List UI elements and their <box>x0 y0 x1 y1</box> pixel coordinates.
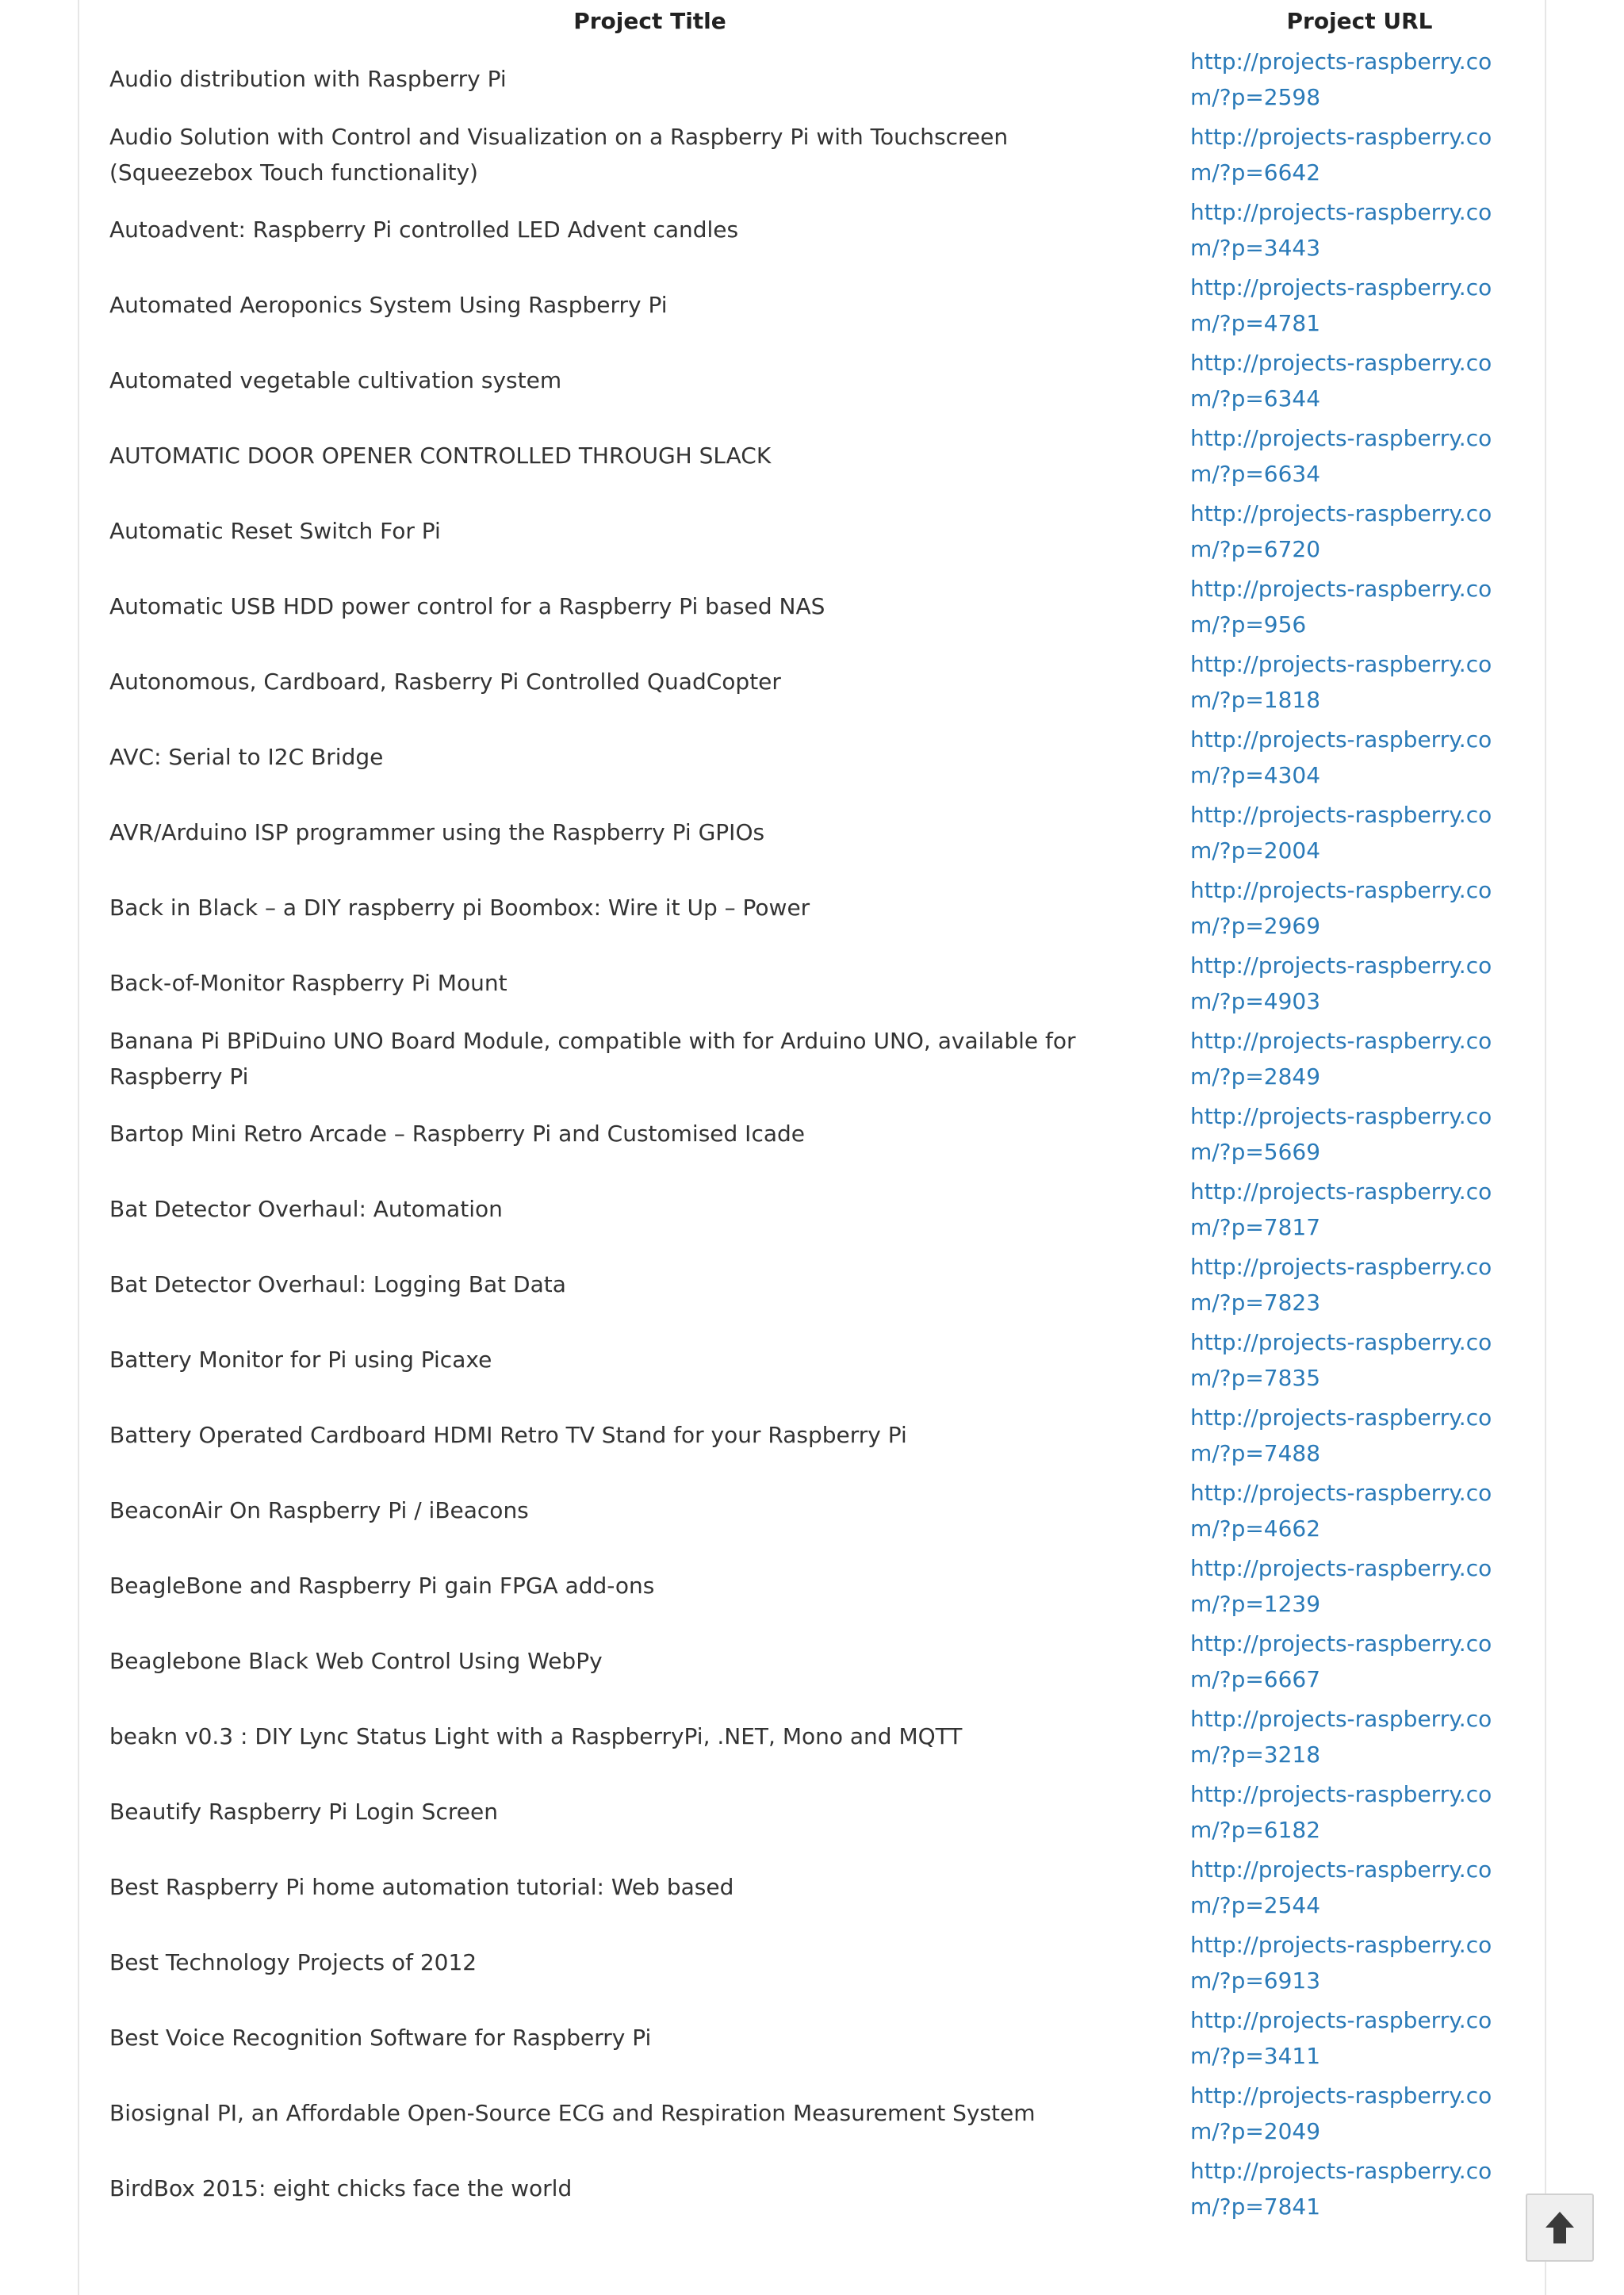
project-url-link[interactable]: http://projects-raspberry.com/?p=7841 <box>1190 2157 1492 2220</box>
arrow-up-icon <box>1544 2210 1576 2245</box>
project-title-cell: Autoadvent: Raspberry Pi controlled LED Advent candles <box>109 216 739 243</box>
projects-table <box>109 0 1529 2226</box>
project-url-link[interactable]: http://projects-raspberry.com/?p=2004 <box>1190 801 1492 864</box>
table-row <box>109 1247 1529 1322</box>
table-row <box>109 569 1529 644</box>
table-header-row <box>109 0 1529 41</box>
project-title-cell: Back in Black – a DIY raspberry pi Boombox: Wire it Up – Power <box>109 895 810 921</box>
project-url-link[interactable]: http://projects-raspberry.com/?p=6634 <box>1190 424 1492 487</box>
project-title-cell: Back-of-Monitor Raspberry Pi Mount <box>109 970 508 996</box>
project-title-cell: Automated Aeroponics System Using Raspberry Pi <box>109 292 668 318</box>
project-url-link[interactable]: http://projects-raspberry.com/?p=7823 <box>1190 1253 1492 1316</box>
project-url-link[interactable]: http://projects-raspberry.com/?p=6913 <box>1190 1931 1492 1994</box>
project-title-cell: Biosignal PI, an Affordable Open-Source ECG and Respiration Measurement System <box>109 2100 1036 2126</box>
table-row <box>109 1473 1529 1548</box>
project-url-link[interactable]: http://projects-raspberry.com/?p=6720 <box>1190 500 1492 562</box>
table-row <box>109 1096 1529 1171</box>
project-url-link[interactable]: http://projects-raspberry.com/?p=3218 <box>1190 1705 1492 1768</box>
project-title-cell: Automatic Reset Switch For Pi <box>109 518 441 544</box>
project-title-cell: Best Raspberry Pi home automation tutorial: Web based <box>109 1874 734 1900</box>
project-title-cell: Autonomous, Cardboard, Rasberry Pi Controlled QuadCopter <box>109 669 781 695</box>
project-title-cell: Audio distribution with Raspberry Pi <box>109 66 507 92</box>
project-url-link[interactable]: http://projects-raspberry.com/?p=4304 <box>1190 726 1492 788</box>
table-row <box>109 1623 1529 1699</box>
table-body <box>109 41 1529 2226</box>
project-url-link[interactable]: http://projects-raspberry.com/?p=1818 <box>1190 650 1492 713</box>
table-row <box>109 870 1529 945</box>
project-url-link[interactable]: http://projects-raspberry.com/?p=6667 <box>1190 1630 1492 1692</box>
project-url-link[interactable]: http://projects-raspberry.com/?p=2049 <box>1190 2082 1492 2144</box>
project-title-cell: Automated vegetable cultivation system <box>109 367 562 393</box>
table-row <box>109 1397 1529 1473</box>
project-url-link[interactable]: http://projects-raspberry.com/?p=3443 <box>1190 198 1492 261</box>
scroll-to-top-button[interactable] <box>1526 2193 1594 2262</box>
table-row <box>109 945 1529 1021</box>
table-row <box>109 1021 1529 1096</box>
project-title-cell: AVC: Serial to I2C Bridge <box>109 744 384 770</box>
project-url-link[interactable]: http://projects-raspberry.com/?p=2544 <box>1190 1856 1492 1918</box>
project-url-link[interactable]: http://projects-raspberry.com/?p=956 <box>1190 575 1492 638</box>
project-title-cell: Battery Monitor for Pi using Picaxe <box>109 1347 492 1373</box>
project-url-link[interactable]: http://projects-raspberry.com/?p=5669 <box>1190 1102 1492 1165</box>
project-title-cell: BeagleBone and Raspberry Pi gain FPGA add-ons <box>109 1573 655 1599</box>
project-url-link[interactable]: http://projects-raspberry.com/?p=6344 <box>1190 349 1492 412</box>
table-row <box>109 1774 1529 1849</box>
project-url-link[interactable]: http://projects-raspberry.com/?p=4903 <box>1190 952 1492 1014</box>
project-url-link[interactable]: http://projects-raspberry.com/?p=4781 <box>1190 274 1492 336</box>
table-row <box>109 192 1529 267</box>
table-row <box>109 117 1529 192</box>
table-row <box>109 267 1529 343</box>
project-title-cell: Battery Operated Cardboard HDMI Retro TV Stand for your Raspberry Pi <box>109 1422 907 1448</box>
project-title-cell: BirdBox 2015: eight chicks face the world <box>109 2175 573 2201</box>
table-row <box>109 795 1529 870</box>
project-title-cell: Best Technology Projects of 2012 <box>109 1949 477 1975</box>
content-panel <box>78 0 1546 2295</box>
project-url-link[interactable]: http://projects-raspberry.com/?p=2598 <box>1190 48 1492 110</box>
project-url-link[interactable]: http://projects-raspberry.com/?p=3411 <box>1190 2006 1492 2069</box>
table-row <box>109 1699 1529 1774</box>
project-title-cell: Bartop Mini Retro Arcade – Raspberry Pi and Customised Icade <box>109 1121 805 1147</box>
project-url-link[interactable]: http://projects-raspberry.com/?p=2849 <box>1190 1027 1492 1090</box>
project-url-link[interactable]: http://projects-raspberry.com/?p=7488 <box>1190 1404 1492 1466</box>
table-row <box>109 1322 1529 1397</box>
project-title-cell: Bat Detector Overhaul: Logging Bat Data <box>109 1271 566 1297</box>
project-url-link[interactable]: http://projects-raspberry.com/?p=6182 <box>1190 1780 1492 1843</box>
project-url-link[interactable]: http://projects-raspberry.com/?p=2969 <box>1190 876 1492 939</box>
project-title-cell: Beaglebone Black Web Control Using WebPy <box>109 1648 603 1674</box>
project-title-cell: AVR/Arduino ISP programmer using the Raspberry Pi GPIOs <box>109 819 765 845</box>
table-row <box>109 1925 1529 2000</box>
table-row <box>109 644 1529 719</box>
project-title-cell: Banana Pi BPiDuino UNO Board Module, compatible with for Arduino UNO, available for Raspberry Pi <box>109 1027 1076 1090</box>
table-row <box>109 1548 1529 1623</box>
project-title-cell: Beautify Raspberry Pi Login Screen <box>109 1799 498 1825</box>
project-title-cell: AUTOMATIC DOOR OPENER CONTROLLED THROUGH SLACK <box>109 443 772 469</box>
project-url-link[interactable]: http://projects-raspberry.com/?p=4662 <box>1190 1479 1492 1542</box>
table-row <box>109 719 1529 795</box>
project-url-link[interactable]: http://projects-raspberry.com/?p=7817 <box>1190 1178 1492 1240</box>
table-row <box>109 1171 1529 1247</box>
table-row <box>109 2075 1529 2151</box>
project-url-link[interactable]: http://projects-raspberry.com/?p=1239 <box>1190 1554 1492 1617</box>
table-row <box>109 2000 1529 2075</box>
table-row <box>109 1849 1529 1925</box>
table-row <box>109 41 1529 117</box>
table-row <box>109 343 1529 418</box>
project-title-cell: beakn v0.3 : DIY Lync Status Light with a RaspberryPi, .NET, Mono and MQTT <box>109 1723 963 1749</box>
project-url-link[interactable]: http://projects-raspberry.com/?p=7835 <box>1190 1328 1492 1391</box>
project-title-cell: BeaconAir On Raspberry Pi / iBeacons <box>109 1497 529 1523</box>
project-title-cell: Best Voice Recognition Software for Raspberry Pi <box>109 2025 652 2051</box>
column-header-project-title: Project Title <box>573 7 726 34</box>
project-title-cell: Bat Detector Overhaul: Automation <box>109 1196 503 1222</box>
column-header-project-url: Project URL <box>1286 7 1433 34</box>
table-row <box>109 493 1529 569</box>
table-row <box>109 418 1529 493</box>
project-title-cell: Automatic USB HDD power control for a Raspberry Pi based NAS <box>109 593 825 619</box>
table-row <box>109 2151 1529 2226</box>
project-url-link[interactable]: http://projects-raspberry.com/?p=6642 <box>1190 123 1492 186</box>
project-title-cell: Audio Solution with Control and Visualization on a Raspberry Pi with Touchscreen (Squeezebox Touch functionality) <box>109 123 1009 186</box>
